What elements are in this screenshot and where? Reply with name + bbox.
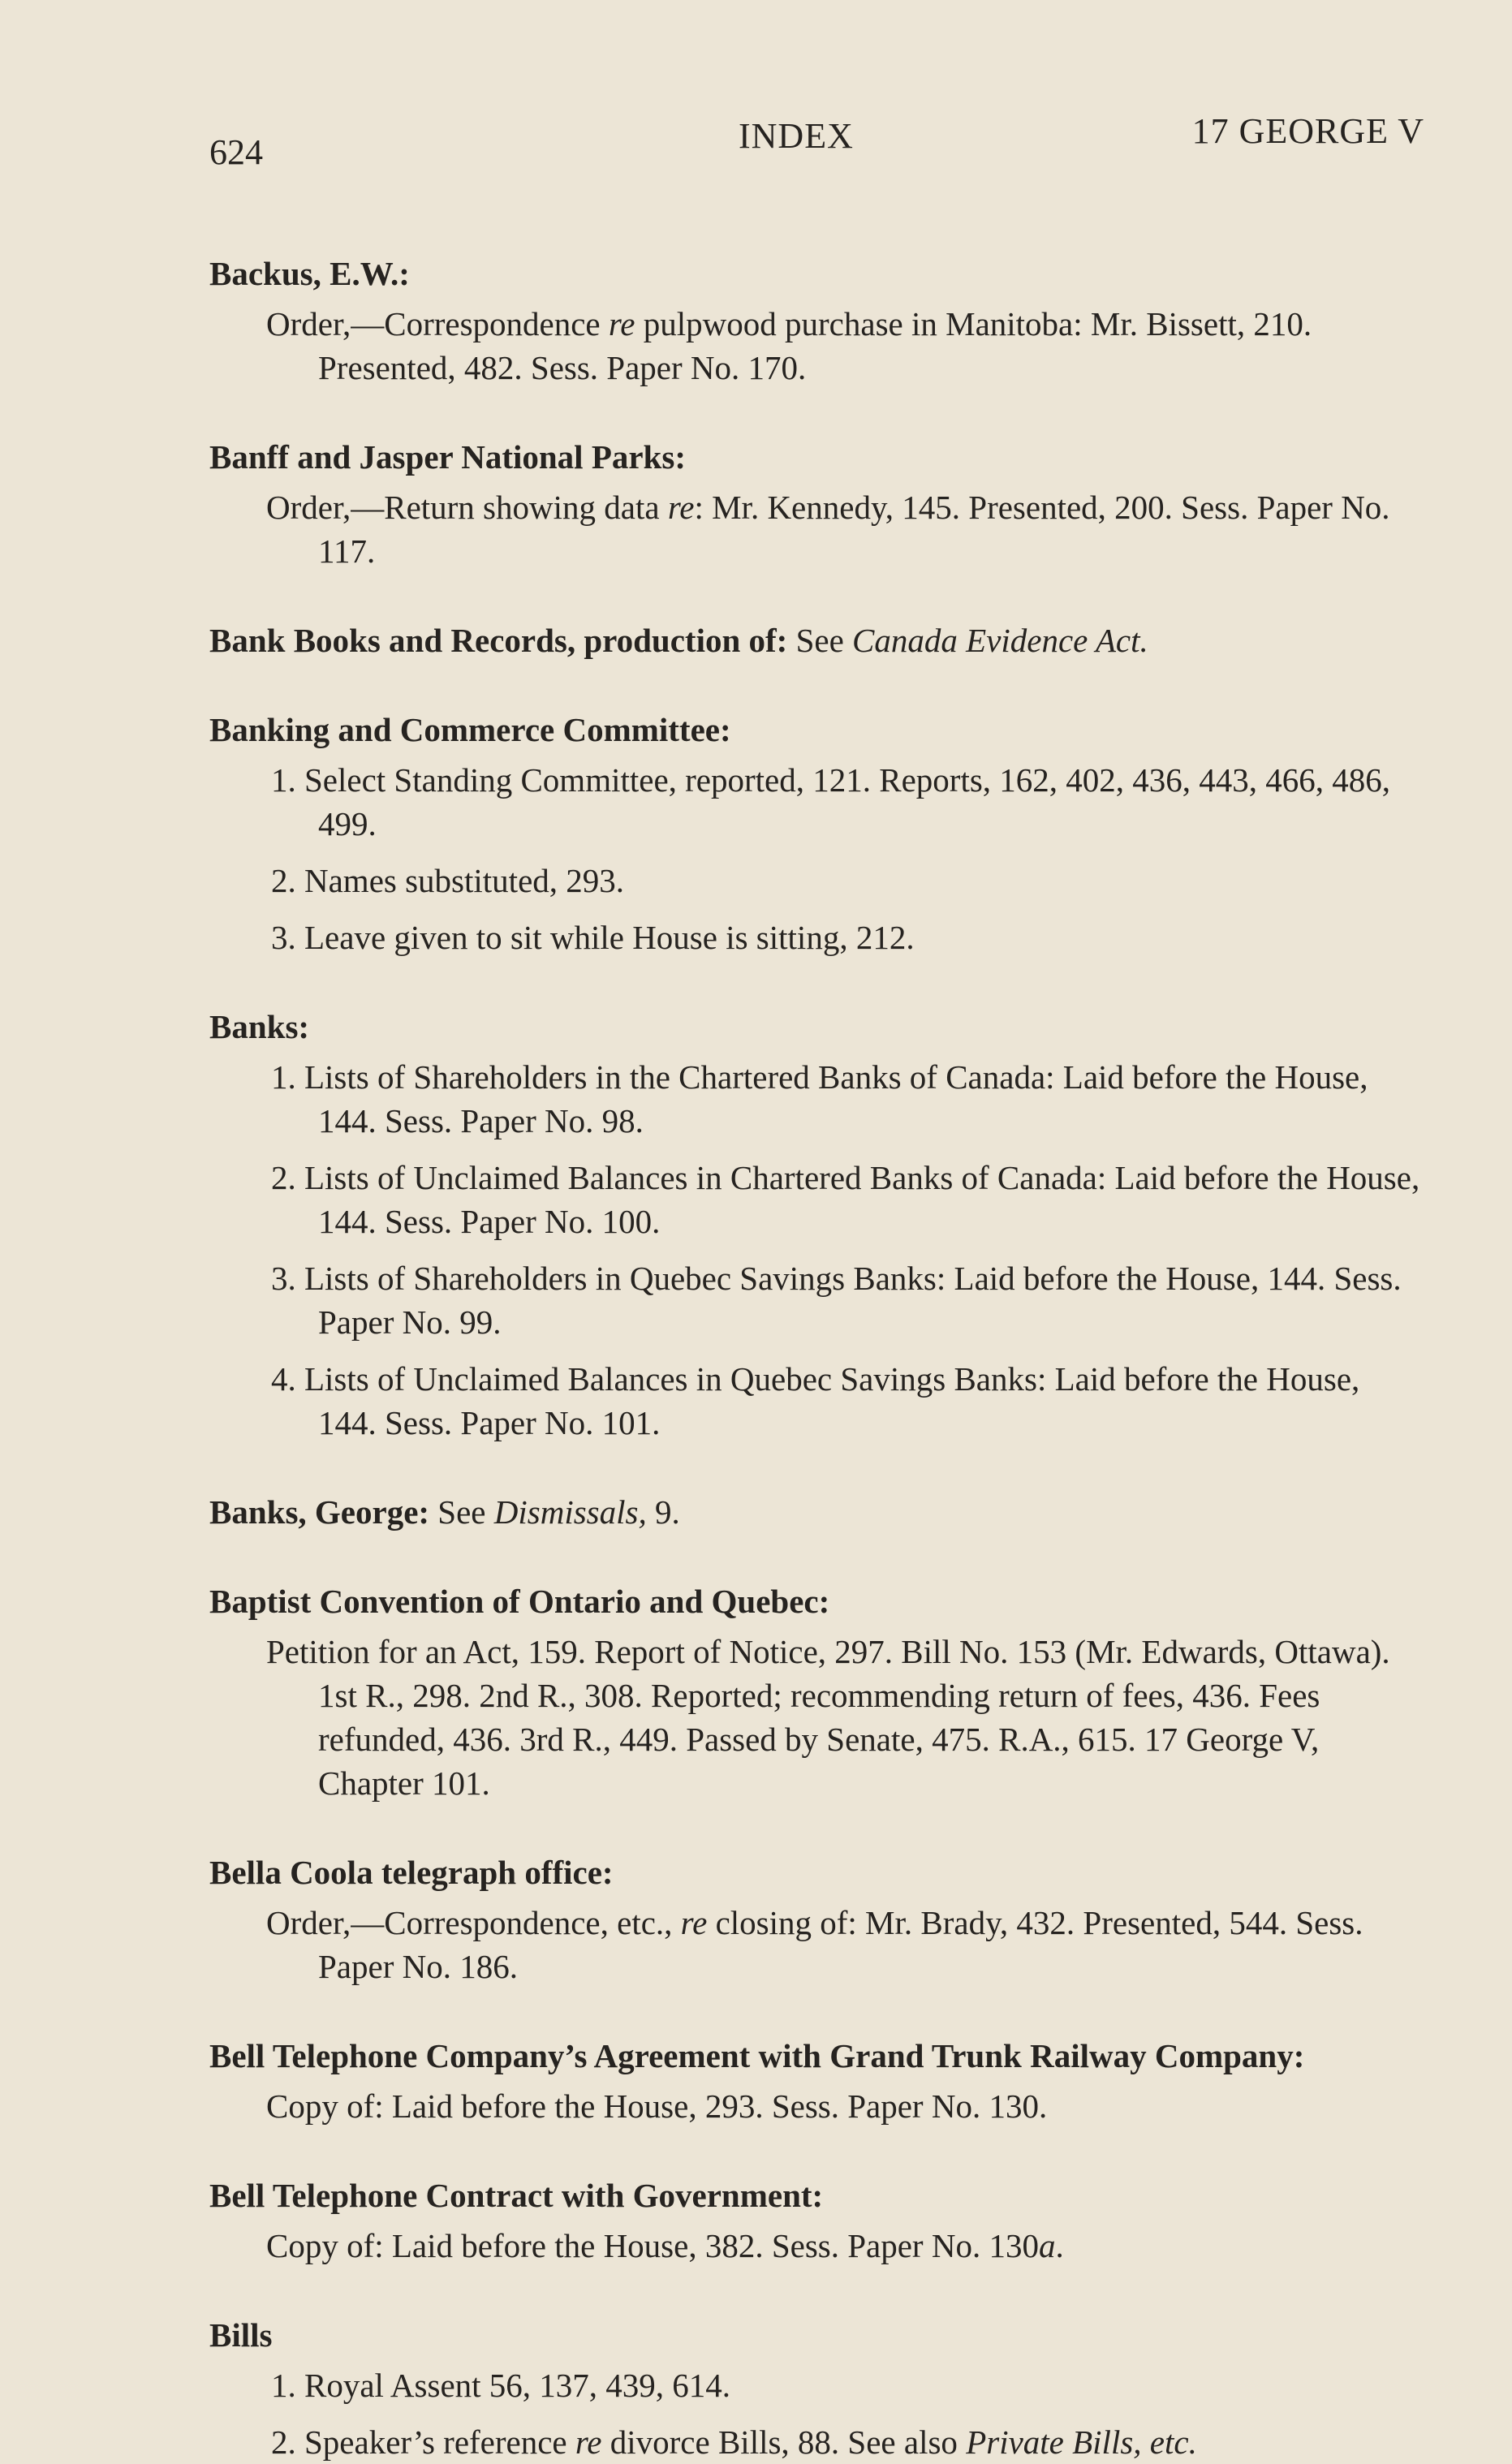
entry-heading: Banks: — [209, 1008, 310, 1045]
page-title: INDEX — [739, 116, 854, 156]
entry-item: 2. Names substituted, 293. — [271, 862, 625, 899]
entry-item: 1. Select Standing Committee, reported, 121. Reports, 162, 402, 436, 443, 466, 486, 499. — [271, 761, 1391, 842]
entry-heading: Bell Telephone Contract with Government: — [209, 2177, 824, 2214]
entry-heading: Bell Telephone Company’s Agreement with Grand Trunk Railway Company: — [209, 2037, 1305, 2074]
reign-label: 17 GEORGE V — [1191, 111, 1424, 151]
index-entry-baptist-convention — [209, 1579, 1424, 1805]
see-reference: See Canada Evidence Act. — [795, 622, 1148, 659]
entry-item: 4. Lists of Unclaimed Balances in Quebec Savings Banks: Laid before the House, 144. Sess. Paper No. 101. — [271, 1360, 1360, 1441]
entry-line: Copy of: Laid before the House, 293. Sess. Paper No. 130. — [266, 2087, 1048, 2125]
index-entry-backus — [209, 252, 1424, 390]
see-reference: See Dismissals, 9. — [437, 1493, 680, 1531]
index-entry-bell-agreement — [209, 2034, 1424, 2128]
entry-item: 2. Lists of Unclaimed Balances in Chartered Banks of Canada: Laid before the House, 144. Sess. Paper No. 100. — [271, 1159, 1420, 1240]
index-entry-bank-books — [209, 618, 1424, 662]
entry-heading: Banks, George: See Dismissals, 9. — [209, 1493, 680, 1531]
entry-heading: Banking and Commerce Committee: — [209, 711, 731, 748]
entry-item: 3. Leave given to sit while House is sitting, 212. — [271, 919, 915, 956]
index-entry-banks-george — [209, 1490, 1424, 1534]
entry-line: Order,—Correspondence re pulpwood purchase in Manitoba: Mr. Bissett, 210. Presented, 482. Sess. Paper No. 170. — [266, 305, 1312, 386]
entry-heading: Baptist Convention of Ontario and Quebec: — [209, 1583, 830, 1620]
entry-item: 1. Royal Assent 56, 137, 439, 614. — [271, 2367, 731, 2404]
index-entry-banking-committee — [209, 708, 1424, 959]
entry-line: Order,—Return showing data re: Mr. Kennedy, 145. Presented, 200. Sess. Paper No. 117. — [266, 489, 1390, 570]
index-entry-banff — [209, 435, 1424, 573]
index-entry-bell-contract — [209, 2173, 1424, 2268]
entry-heading: Bills — [209, 2316, 273, 2354]
entry-heading: Backus, E.W.: — [209, 255, 410, 292]
entry-item: 1. Lists of Shareholders in the Chartered Banks of Canada: Laid before the House, 144. Sess. Paper No. 98. — [271, 1058, 1368, 1139]
entry-line: Petition for an Act, 159. Report of Notice, 297. Bill No. 153 (Mr. Edwards, Ottawa). 1st R., 298. 2nd R., 308. Reported; recommending return of fees, 436. Fees refunded, 436. 3rd R., 449. Passed by Senate, 475. R.A., 615. 17 George V, Chapter 101. — [266, 1633, 1390, 1802]
entry-heading: Banff and Jasper National Parks: — [209, 438, 686, 476]
entry-heading: Bank Books and Records, production of: See Canada Evidence Act. — [209, 622, 1148, 659]
entry-item: 2. Speaker’s reference re divorce Bills, 88. See also Private Bills, etc. — [271, 2423, 1197, 2461]
running-head — [209, 106, 1424, 179]
entry-heading: Bella Coola telegraph office: — [209, 1854, 614, 1891]
entry-line: Copy of: Laid before the House, 382. Sess. Paper No. 130a. — [266, 2227, 1064, 2264]
index-entry-bills — [209, 2313, 1424, 2464]
index-entry-banks — [209, 1005, 1424, 1445]
index-entries — [209, 252, 1424, 2464]
entry-item: 3. Lists of Shareholders in Quebec Savings Banks: Laid before the House, 144. Sess. Paper No. 99. — [271, 1260, 1402, 1341]
index-entry-bella-coola — [209, 1850, 1424, 1988]
page-number: 624 — [209, 132, 263, 172]
entry-line: Order,—Correspondence, etc., re closing of: Mr. Brady, 432. Presented, 544. Sess. Paper No. 186. — [266, 1904, 1363, 1985]
